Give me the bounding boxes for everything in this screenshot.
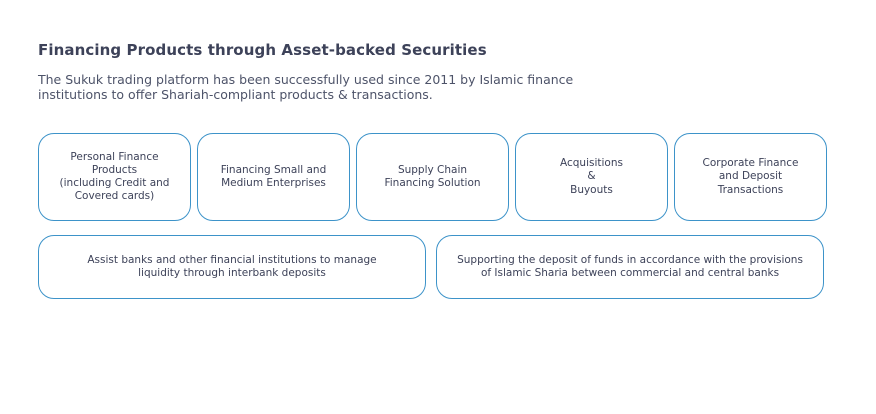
product-card-supply-chain (356, 133, 509, 221)
product-card-sme-financing (197, 133, 350, 221)
product-card-label: Corporate Finance and Deposit Transactions (702, 157, 799, 196)
service-card-label: Supporting the deposit of funds in accordance with the provisions of Islamic Sharia between commercial and central banks (457, 253, 803, 279)
product-card-label: Supply Chain Financing Solution (384, 163, 481, 189)
page-title: Financing Products through Asset-backed Securities (38, 41, 487, 59)
product-card-personal-finance (38, 133, 191, 221)
product-card-acquisitions (515, 133, 668, 221)
product-card-label: Financing Small and Medium Enterprises (220, 163, 327, 189)
product-card-label: Personal Finance Products (including Credit and Covered cards) (59, 150, 170, 203)
product-card-label: Acquisitions & Buyouts (560, 157, 623, 196)
services-row (38, 235, 824, 299)
products-row (38, 133, 827, 221)
page-description: The Sukuk trading platform has been successfully used since 2011 by Islamic finance institutions to offer Shariah-compliant products & transactions. (38, 72, 574, 102)
service-card-interbank-liquidity (38, 235, 426, 299)
service-card-sharia-deposits (436, 235, 824, 299)
service-card-label: Assist banks and other financial institutions to manage liquidity through interbank deposits (87, 253, 377, 279)
product-card-corporate-finance (674, 133, 827, 221)
